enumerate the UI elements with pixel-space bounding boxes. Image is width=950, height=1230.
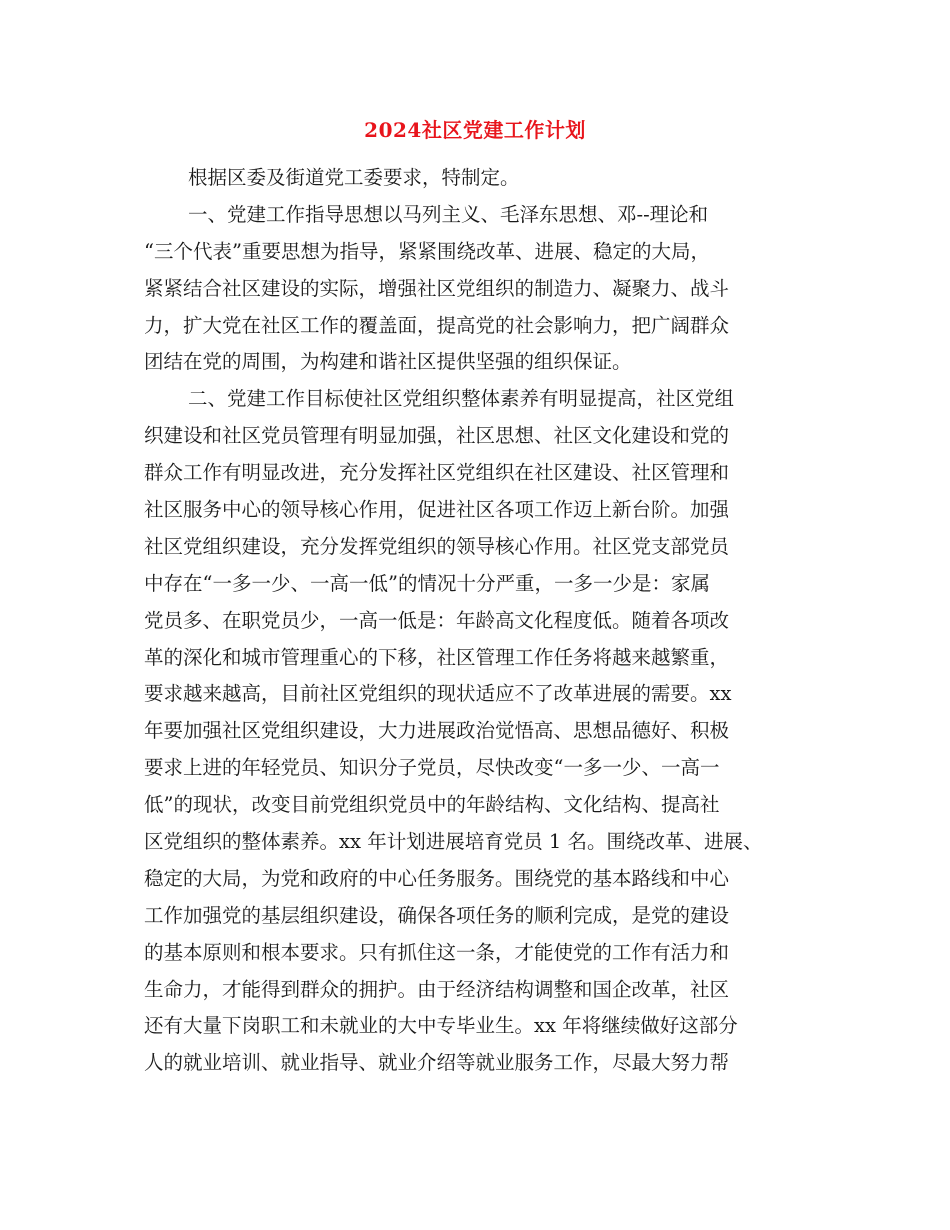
paragraph-line: 团结在党的周围，为构建和谐社区提供坚强的组织保证。 bbox=[144, 350, 632, 374]
paragraph-line: 中存在“一多一少、一高一低”的情况十分严重，一多一少是：家属 bbox=[144, 571, 710, 595]
paragraph-line: 工作加强党的基层组织建设，确保各项任务的顺利完成，是党的建设 bbox=[144, 903, 730, 927]
paragraph-line: 群众工作有明显改进，充分发挥社区党组织在社区建设、社区管理和 bbox=[144, 461, 730, 485]
paragraph-line: 一、党建工作指导思想以马列主义、毛泽东思想、邓--理论和 bbox=[188, 202, 709, 226]
paragraph-line: 党员多、在职党员少，一高一低是：年龄高文化程度低。随着各项改 bbox=[144, 608, 730, 632]
paragraph-line: 社区服务中心的领导核心作用，促进社区各项工作迈上新台阶。加强 bbox=[144, 498, 730, 522]
paragraph-line: 社区党组织建设，充分发挥党组织的领导核心作用。社区党支部党员 bbox=[144, 534, 730, 558]
paragraph-line: 二、党建工作目标使社区党组织整体素养有明显提高，社区党组 bbox=[188, 387, 735, 411]
paragraph-line: 根据区委及街道党工委要求，特制定。 bbox=[188, 166, 520, 189]
paragraph-line: 还有大量下岗职工和未就业的大中专毕业生。xx 年将继续做好这部分 bbox=[144, 1014, 738, 1038]
paragraph-line: 低”的现状，改变目前党组织党员中的年龄结构、文化结构、提高社 bbox=[144, 793, 720, 817]
paragraph-line: 革的深化和城市管理重心的下移，社区管理工作任务将越来越繁重， bbox=[144, 645, 730, 669]
paragraph-line: 年要加强社区党组织建设，大力进展政治觉悟高、思想品德好、积极 bbox=[144, 719, 730, 743]
paragraph-line: 生命力，才能得到群众的拥护。由于经济结构调整和国企改革，社区 bbox=[144, 977, 730, 1001]
paragraph-line: 织建设和社区党员管理有明显加强，社区思想、社区文化建设和党的 bbox=[144, 424, 730, 448]
paragraph-line: 要求上进的年轻党员、知识分子党员，尽快改变“一多一少、一高一 bbox=[144, 756, 720, 780]
paragraph-line: “三个代表”重要思想为指导，紧紧围绕改革、进展、稳定的大局， bbox=[144, 239, 710, 263]
paragraph-line: 紧紧结合社区建设的实际，增强社区党组织的制造力、凝聚力、战斗 bbox=[144, 276, 730, 300]
paragraph-line: 人的就业培训、就业指导、就业介绍等就业服务工作，尽最大努力帮 bbox=[144, 1051, 730, 1075]
document-body bbox=[144, 160, 796, 1082]
document-title: 2024社区党建工作计划 bbox=[364, 118, 586, 142]
paragraph-line: 要求越来越高，目前社区党组织的现状适应不了改革进展的需要。xx bbox=[144, 682, 732, 706]
paragraph-line: 稳定的大局，为党和政府的中心任务服务。围绕党的基本路线和中心 bbox=[144, 866, 730, 890]
paragraph-line: 力，扩大党在社区工作的覆盖面，提高党的社会影响力，把广阔群众 bbox=[144, 313, 730, 337]
paragraph-line: 的基本原则和根本要求。只有抓住这一条，才能使党的工作有活力和 bbox=[144, 940, 730, 964]
paragraph-line: 区党组织的整体素养。xx 年计划进展培育党员 1 名。围绕改革、进展、 bbox=[144, 830, 763, 854]
